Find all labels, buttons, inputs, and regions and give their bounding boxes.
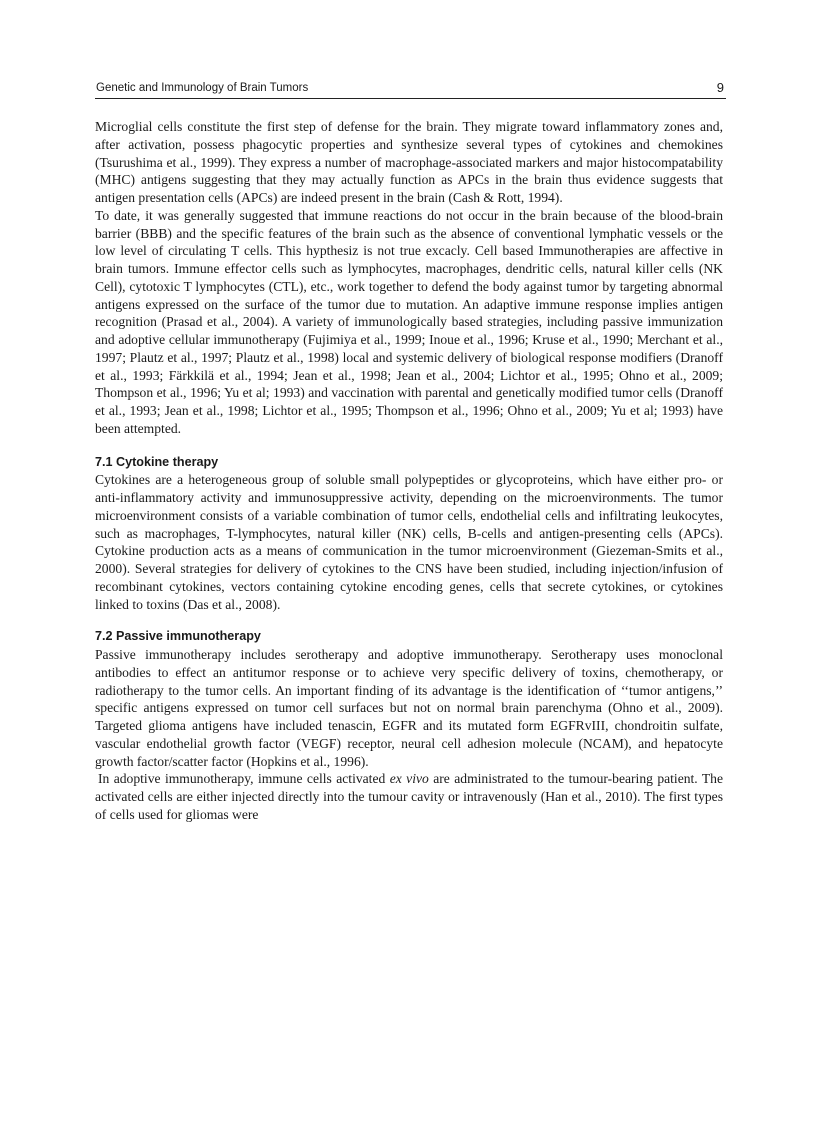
paragraph-passive-immunotherapy: Passive immunotherapy includes serotherapy and adoptive immunotherapy. Serotherapy uses monoclonal antibodies to effect an antitumor response or to achieve very specific delivery of toxins, chemotherapy, or radiotherapy to the tumor cells. An important finding of its advantage is the identification of ‘‘tumor antigens,’’ specific antigens expressed on tumor cell surfaces but not on normal brain parenchyma (Ohno et al., 2009). Targeted glioma antigens have included tenascin, EGFR and its mutated form EGFRvIII, chondroitin sulfate, vascular endothelial growth factor (VEGF) receptor, neural cell adhesion molecule (NCAM), and hepatocyte growth factor/scatter factor (Hopkins et al., 1996). — [95, 647, 723, 769]
paragraph-cytokine-therapy: Cytokines are a heterogeneous group of soluble small polypeptides or glycoproteins, which have either pro- or anti-inflammatory activity and immunosuppressive activity, depending on the microenvironments. The tumor microenvironment consists of a variable combination of tumor cells, endothelial cells and infiltrating leukocytes, such as macrophages, T-lymphocytes, natural killer (NK) cells, B-cells and antigen-presenting cells (APCs). Cytokine production acts as a means of communication in the tumor microenvironment (Giezeman-Smits et al., 2000). Several strategies for delivery of cytokines to the CNS have been studied, including injection/infusion of recombinant cytokines, vectors containing cytokine encoding genes, cells that secrete cytokines, or cytokines linked to toxins (Das et al., 2008). — [95, 472, 723, 612]
page-number: 9 — [716, 80, 724, 95]
paragraph-adoptive-immunotherapy — [95, 770, 723, 823]
running-title: Genetic and Immunology of Brain Tumors — [96, 82, 309, 94]
adoptive-text-start: In adoptive immunotherapy, immune cells activated — [98, 771, 390, 787]
ex-vivo-term: ex vivo — [389, 771, 429, 787]
section-heading-cytokine-therapy: 7.1 Cytokine therapy — [95, 454, 219, 469]
adoptive-text-end: are administrated to the tumour-bearing patient. The activated cells are either injected directly into the tumour cavity or intravenously (Han et al., 2010). The first types of cells used for gliomas were — [95, 771, 724, 822]
paragraph-immune-reactions: To date, it was generally suggested that immune reactions do not occur in the brain because of the blood-brain barrier (BBB) and the specific features of the brain such as the absence of conventional lymphatic vessels or the low level of circulating T cells. This hypthesiz is not true excacly. Cell based Immunotherapies are affective in brain tumors. Immune effector cells such as lymphocytes, macrophages, dendritic cells, natural killer cells (NK Cell), cytotoxic T lymphocytes (CTL), etc., work together to defend the body against tumor by targeting abnormal antigens expressed on the surface of the tumor due to mutation. An adaptive immune response implies antigen recognition (Prasad et al., 2004). A variety of immunologically based strategies, including passive immunization and adoptive cellular immunotherapy (Fujimiya et al., 1999; Inoue et al., 1996; Kruse et al., 1990; Merchant et al., 1997; Plautz et al., 1997; Plautz et al., 1998) local and systemic delivery of biological response modifiers (Dranoff et al., 1993; Färkkilä et al., 1994; Jean et al., 1998; Jean et al., 2004; Lichtor et al., 1995; Ohno et al., 2009; Thompson et al., 1996; Yu et al; 1993) and vaccination with parental and genetically modified tumor cells (Dranoff et al., 1993; Jean et al., 1998; Lichtor et al., 1995; Thompson et al., 1996; Ohno et al., 2009; Yu et al; 1993) have been attempted. — [95, 207, 723, 436]
section-heading-passive-immunotherapy: 7.2 Passive immunotherapy — [95, 629, 261, 644]
page-body — [95, 118, 723, 824]
paragraph-microglial-cells: Microglial cells constitute the first step of defense for the brain. They migrate toward inflammatory zones and, after activation, possess phagocytic properties and synthesize several types of cytokines and chemokines (Tsurushima et al., 1999). They express a number of macrophage-associated markers and major histocompatability (MHC) antigens suggesting that they may actually function as APCs in the brain thus evidence suggests that antigen presentation cells (APCs) are indeed present in the brain (Cash & Rott, 1994). — [95, 119, 723, 205]
page-header — [95, 80, 726, 99]
